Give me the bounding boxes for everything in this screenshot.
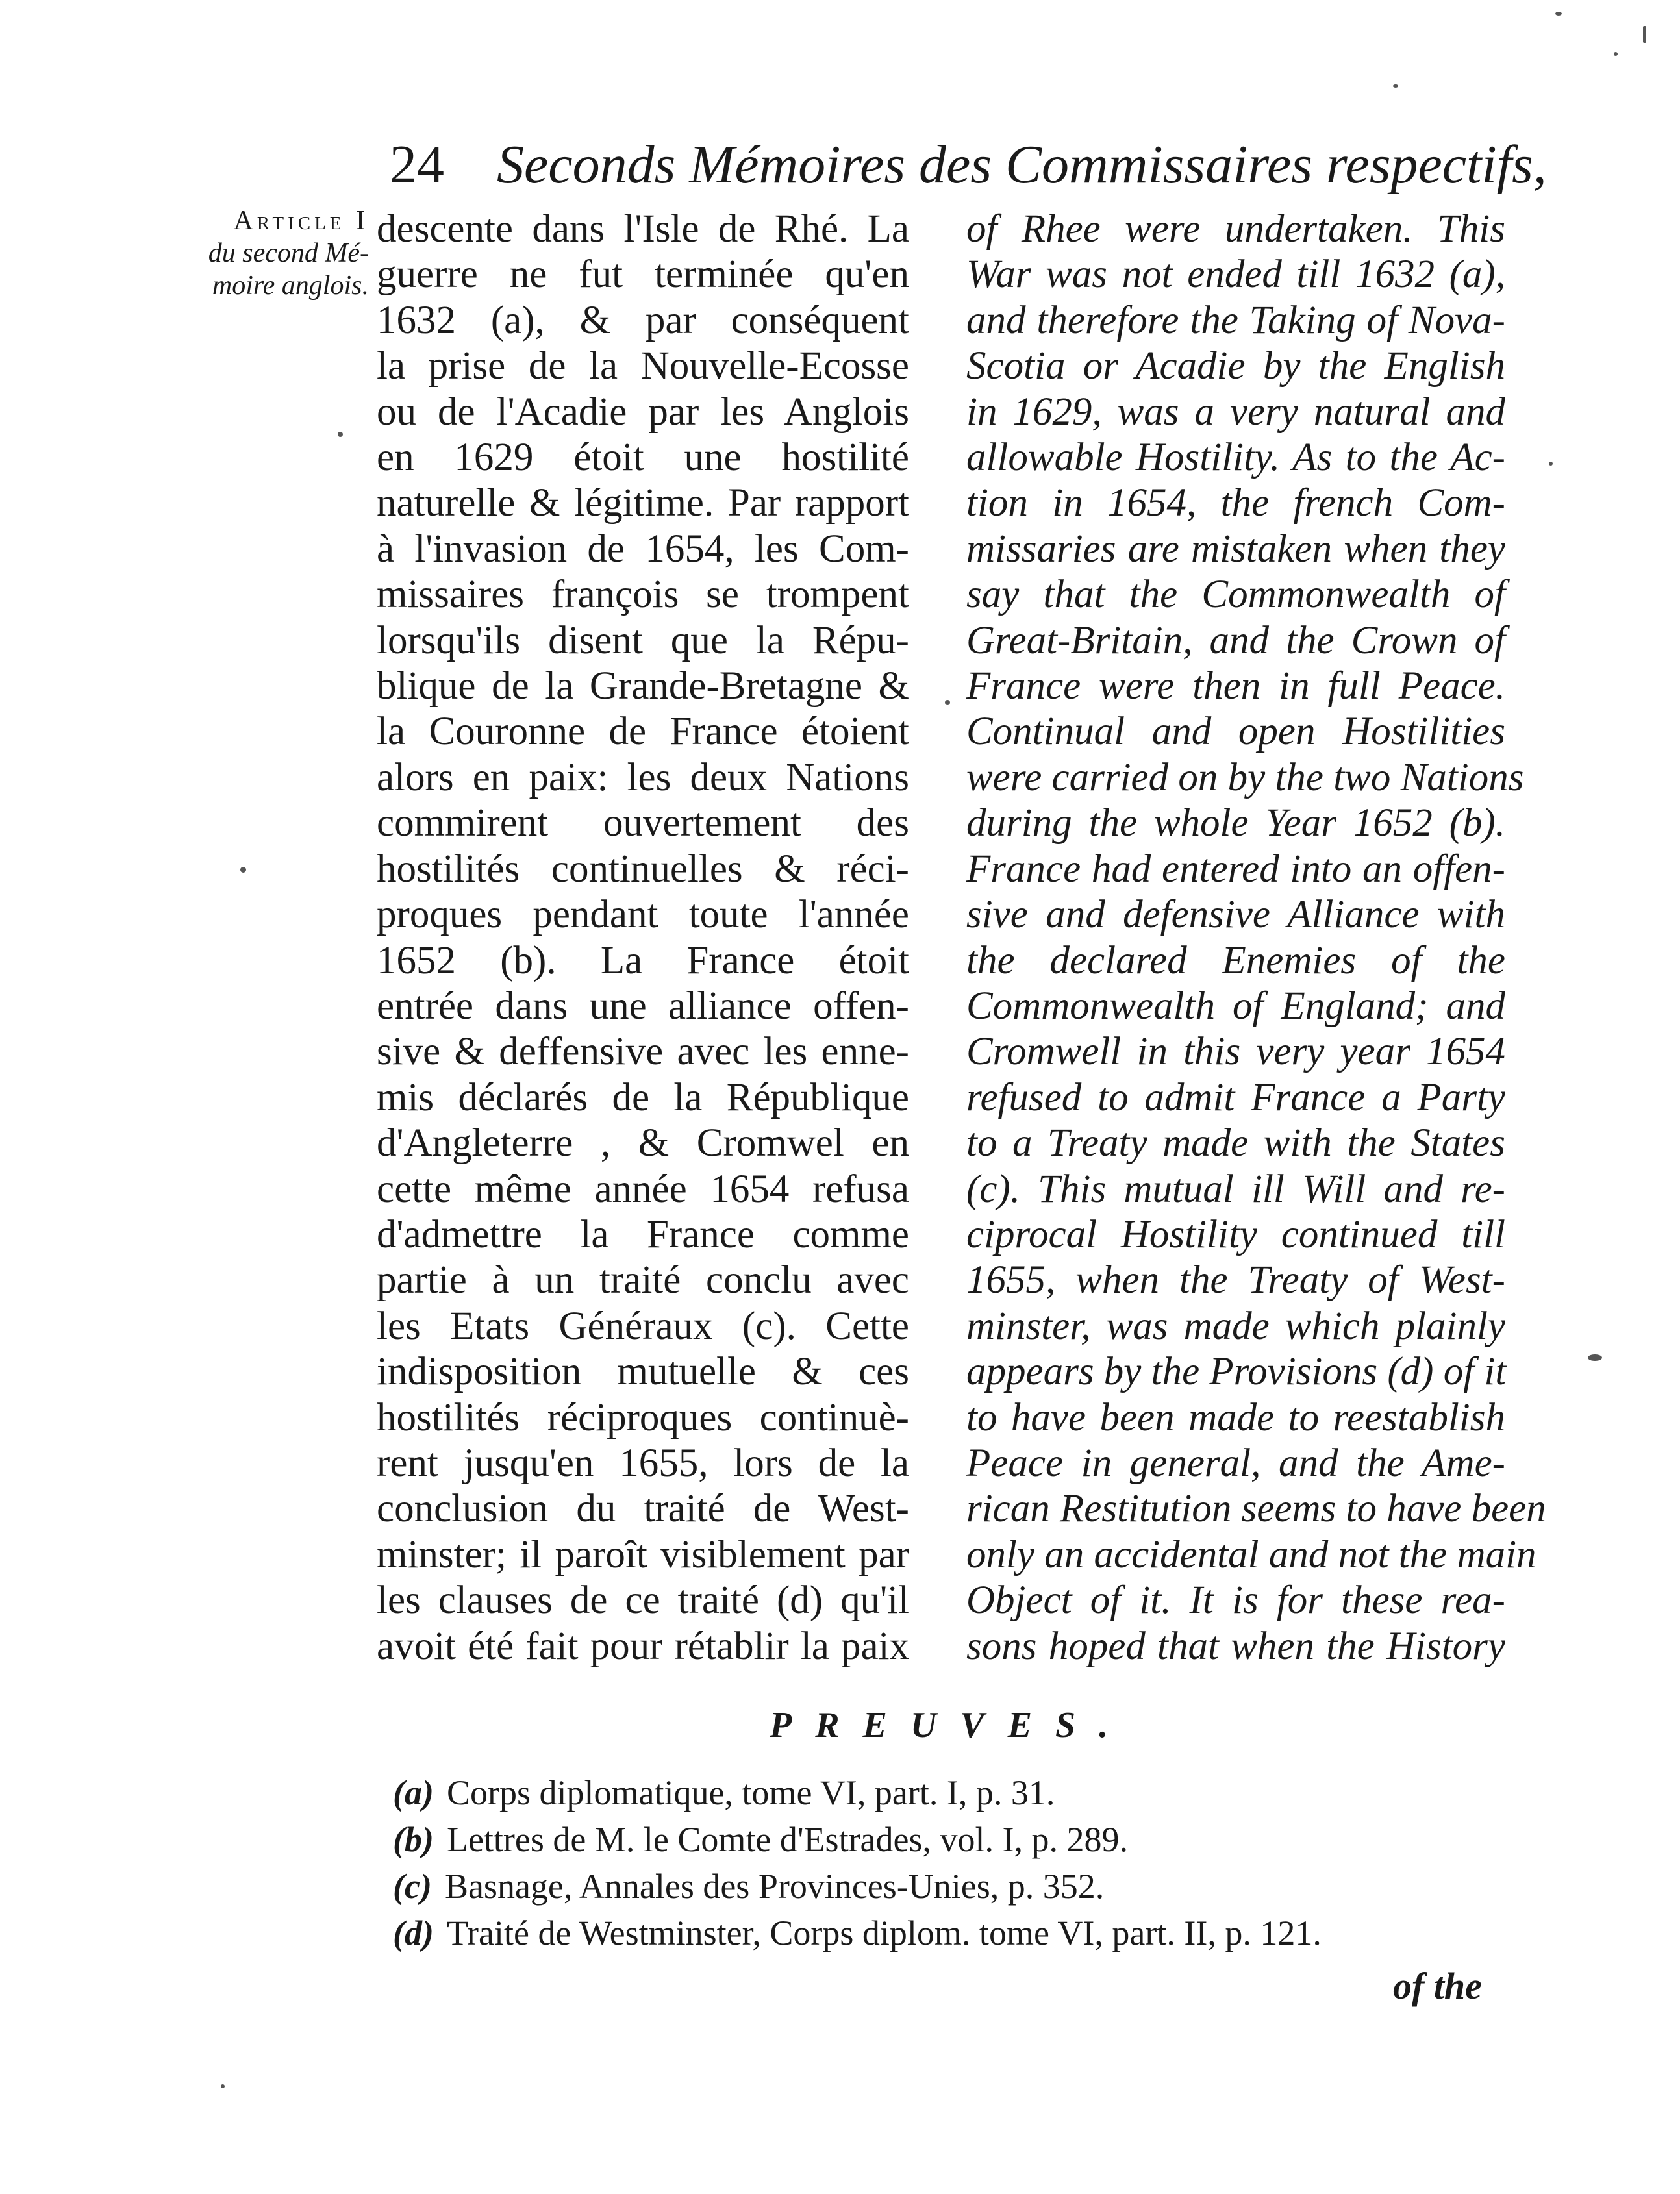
text-line: Cromwell in this very year 1654 xyxy=(966,1030,1505,1074)
text-line: d'Angleterre , & Cromwel en xyxy=(377,1121,909,1166)
text-line: cette même année 1654 refusa xyxy=(377,1167,909,1211)
text-line: Continual and open Hostilities xyxy=(966,710,1505,754)
paper-speck xyxy=(1588,1354,1602,1361)
margin-note xyxy=(148,205,369,302)
paper-speck xyxy=(221,2084,225,2088)
margin-note-line: Article I xyxy=(233,206,369,236)
text-line: la prise de la Nouvelle-Ecosse xyxy=(377,344,909,388)
text-line: avoit été fait pour rétablir la paix xyxy=(377,1624,909,1668)
text-line: were carried on by the two Nations xyxy=(966,755,1524,799)
note-text: Corps diplomatique, tome VI, part. I, p. 31. xyxy=(446,1773,1055,1812)
paper-speck xyxy=(240,867,246,873)
text-line: France had entered into an offen- xyxy=(966,847,1505,891)
text-line: War was not ended till 1632 (a), xyxy=(966,253,1505,297)
text-line: Peace in general, and the Ame- xyxy=(966,1441,1505,1485)
note-text: Lettres de M. le Comte d'Estrades, vol. I, p. 289. xyxy=(446,1820,1128,1859)
page-number: 24 xyxy=(390,134,444,195)
text-line: les Etats Généraux (c). Cette xyxy=(377,1304,909,1348)
text-line: partie à un traité conclu avec xyxy=(377,1258,909,1303)
text-line: Object of it. It is for these rea- xyxy=(966,1578,1505,1623)
text-line: Scotia or Acadie by the English xyxy=(966,344,1505,388)
note-marker: (d) xyxy=(393,1914,434,1952)
text-line: naturelle & légitime. Par rapport xyxy=(377,481,909,525)
note-text: Basnage, Annales des Provinces-Unies, p. 352. xyxy=(444,1867,1105,1906)
text-line: sive and defensive Alliance with xyxy=(966,893,1505,937)
proof-note xyxy=(393,1816,1523,1863)
text-line: ciprocal Hostility continued till xyxy=(966,1212,1505,1256)
text-line: rican Restitution seems to have been xyxy=(966,1487,1546,1531)
paper-speck xyxy=(945,700,950,705)
proof-note xyxy=(393,1769,1523,1816)
note-text: Traité de Westminster, Corps diplom. tome VI, part. II, p. 121. xyxy=(446,1914,1322,1952)
text-line: commirent ouvertement des xyxy=(377,801,909,845)
proofs-title: PREUVES. xyxy=(770,1705,1132,1745)
running-title: Seconds Mémoires des Commissaires respectifs, xyxy=(497,134,1547,195)
margin-note-line: du second Mé- xyxy=(208,238,369,268)
text-line: in 1629, was a very natural and xyxy=(966,390,1505,434)
text-line: to have been made to reestablish xyxy=(966,1395,1505,1440)
proof-note xyxy=(393,1863,1523,1910)
text-line: hostilités réciproques continuè- xyxy=(377,1395,909,1440)
text-line: of Rhee were undertaken. This xyxy=(966,207,1505,251)
catchword: of the xyxy=(1393,1965,1482,2007)
text-line: la Couronne de France étoient xyxy=(377,710,909,754)
text-line: indisposition mutuelle & ces xyxy=(377,1350,909,1394)
paper-speck xyxy=(1393,84,1398,88)
paper-speck xyxy=(1555,12,1562,16)
text-line: minster; il paroît visiblement par xyxy=(377,1532,909,1577)
paper-speck xyxy=(338,432,343,437)
margin-note-line: moire anglois. xyxy=(212,271,369,301)
text-line: alors en paix: les deux Nations xyxy=(377,755,909,799)
text-line: say that the Commonwealth of xyxy=(966,573,1505,617)
text-line: refused to admit France a Party xyxy=(966,1075,1505,1119)
proof-note xyxy=(393,1910,1523,1956)
text-line: and therefore the Taking of Nova- xyxy=(966,298,1505,342)
text-line: entrée dans une alliance offen- xyxy=(377,984,909,1028)
text-line: les clauses de ce traité (d) qu'il xyxy=(377,1578,909,1623)
text-line: minster, was made which plainly xyxy=(966,1304,1505,1348)
text-line: conclusion du traité de West- xyxy=(377,1487,909,1531)
text-line: guerre ne fut terminée qu'en xyxy=(377,253,909,297)
running-head xyxy=(390,133,1547,196)
paper-speck xyxy=(1614,52,1618,56)
text-line: France were then in full Peace. xyxy=(966,664,1505,708)
text-line: descente dans l'Isle de Rhé. La xyxy=(377,207,909,251)
text-line: d'admettre la France comme xyxy=(377,1212,909,1256)
text-line: Commonwealth of England; and xyxy=(966,984,1505,1028)
text-line: blique de la Grande-Bretagne & xyxy=(377,664,909,708)
english-column xyxy=(966,206,1546,1669)
text-line: the declared Enemies of the xyxy=(966,938,1505,982)
proofs-notes xyxy=(393,1769,1523,1956)
text-line: sons hoped that when the History xyxy=(966,1624,1505,1668)
text-line: à l'invasion de 1654, les Com- xyxy=(377,527,909,571)
text-line: lorsqu'ils disent que la Répu- xyxy=(377,618,909,662)
text-line: to a Treaty made with the States xyxy=(966,1121,1505,1166)
text-line: (c). This mutual ill Will and re- xyxy=(966,1167,1505,1211)
text-line: hostilités continuelles & réci- xyxy=(377,847,909,891)
text-line: en 1629 étoit une hostilité xyxy=(377,436,909,480)
text-line: tion in 1654, the french Com- xyxy=(966,481,1505,525)
text-line: missaires françois se trompent xyxy=(377,573,909,617)
text-line: rent jusqu'en 1655, lors de la xyxy=(377,1441,909,1485)
text-line: proques pendant toute l'année xyxy=(377,893,909,937)
text-line: appears by the Provisions (d) of it xyxy=(966,1350,1507,1394)
paper-speck xyxy=(1643,26,1646,43)
text-line: during the whole Year 1652 (b). xyxy=(966,801,1505,845)
text-line: ou de l'Acadie par les Anglois xyxy=(377,390,909,434)
text-line: only an accidental and not the main xyxy=(966,1532,1536,1577)
text-line: mis déclarés de la République xyxy=(377,1075,909,1119)
note-marker: (a) xyxy=(393,1773,434,1812)
note-marker: (b) xyxy=(393,1820,434,1859)
text-line: 1632 (a), & par conséquent xyxy=(377,298,909,342)
paper-speck xyxy=(1549,462,1553,466)
text-line: sive & deffensive avec les enne- xyxy=(377,1030,909,1074)
note-marker: (c) xyxy=(393,1867,432,1906)
text-line: 1652 (b). La France étoit xyxy=(377,938,909,982)
text-line: allowable Hostility. As to the Ac- xyxy=(966,436,1505,480)
text-line: 1655, when the Treaty of West- xyxy=(966,1258,1505,1303)
text-line: missaries are mistaken when they xyxy=(966,527,1505,571)
french-column xyxy=(377,206,909,1669)
text-line: Great-Britain, and the Crown of xyxy=(966,618,1505,662)
